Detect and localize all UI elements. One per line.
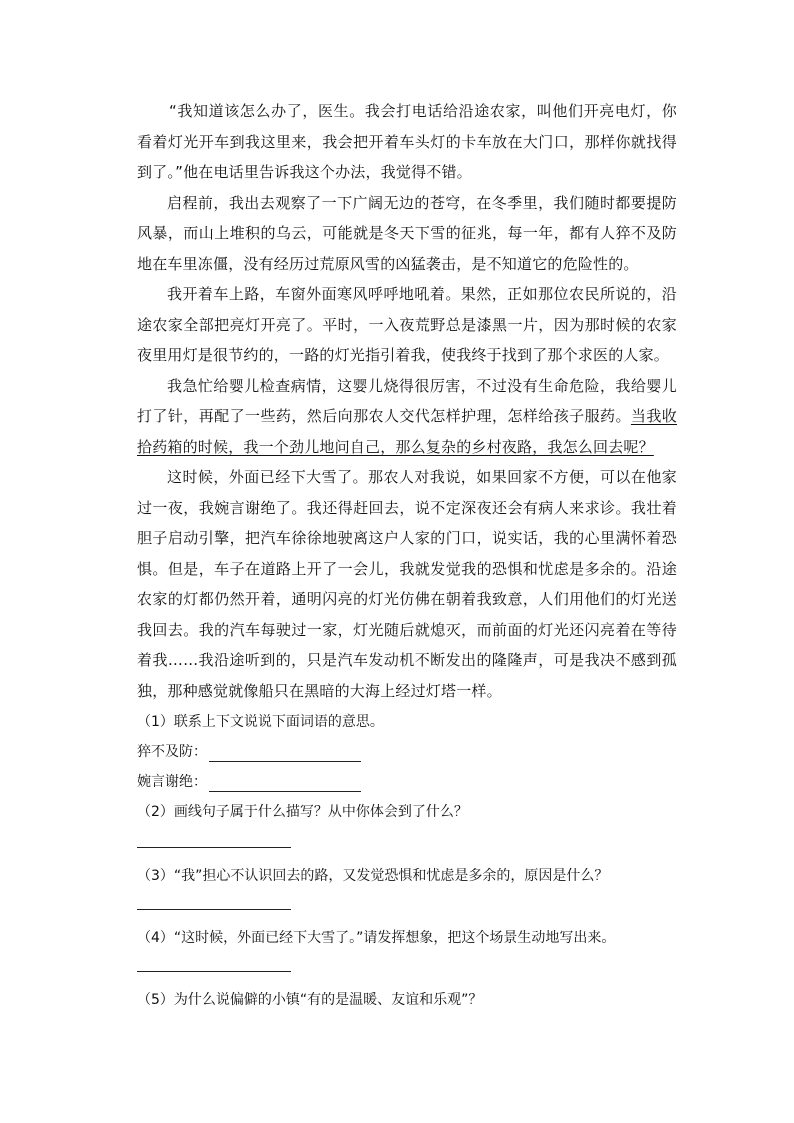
question-1-item-b-label: 婉言谢绝：: [137, 774, 207, 790]
answer-blank-1a[interactable]: [209, 747, 361, 762]
answer-blank-1b[interactable]: [209, 777, 361, 792]
passage-paragraph-3: 我开着车上路，车窗外面寒风呼呼地吼着。果然，正如那位农民所说的，沿途农家全部把亮灯开亮了。平时，一入夜荒野总是漆黑一片，因为那时候的农家夜里用灯是很节约的，一路的灯光指引着我，使我终于找到了那个求医的人家。: [137, 285, 677, 364]
question-4: （4）“这时候，外面已经下大雪了。”请发挥想象，把这个场景生动地写出来。: [137, 930, 616, 946]
passage-paragraph-5: 这时候，外面已经下大雪了。那农人对我说，如果回家不方便，可以在他家过一夜，我婉言谢绝了。我还得赶回去，说不定深夜还会有病人来求诊。我壮着胆子启动引擎，把汽车徐徐地驶离这户人家的门口，说实话，我的心里满怀着恐惧。但是，车子在道路上开了一会儿，我就发觉我的恐惧和忧虑是多余的。沿途农家的灯都仍然开着，通明闪亮的灯光仿佛在朝着我致意，人们用他们的灯光送我回去。我的汽车每驶过一家，灯光随后就熄灭，而前面的灯光还闪亮着在等待着我……我沿途听到的，只是汽车发动机不断发出的隆隆声，可是我决不感到孤独，那种感觉就像船只在黑暗的大海上经过灯塔一样。: [137, 468, 677, 700]
question-3: （3）“我”担心不认识回去的路，又发觉恐惧和忧虑是多余的，原因是什么？: [137, 868, 609, 884]
paragraph-4-text: 我急忙给婴儿检查病情，这婴儿烧得很厉害，不过没有生命危险，我给婴儿打了针，再配了一些药，然后向那农人交代怎样护理，怎样给孩子服药。: [137, 376, 677, 425]
passage-paragraph-1: “我知道该怎么办了，医生。我会打电话给沿途农家，叫他们开亮电灯，你看着灯光开车到我这里来，我会把开着车头灯的卡车放在大门口，那样你就找得到了。”他在电话里告诉我这个办法，我觉得不错。: [137, 102, 677, 181]
question-1: （1）联系上下文说说下面词语的意思。: [137, 714, 384, 730]
answer-line-3[interactable]: [137, 908, 291, 910]
answer-line-4[interactable]: [137, 970, 291, 972]
question-5: （5）为什么说偏僻的小镇“有的是温暖、友谊和乐观”？: [137, 992, 483, 1008]
question-1-item-a: [137, 742, 677, 762]
question-1-item-b: [137, 772, 677, 792]
passage-paragraph-4: [137, 371, 677, 463]
underlined-sentence: 当我收拾药箱的时候，我一个劲儿地问自己，那么复杂的乡村夜路，我怎么回去呢？: [137, 407, 677, 456]
question-2: （2）画线句子属于什么描写？从中你体会到了什么？: [137, 804, 468, 820]
passage-paragraph-2: 启程前，我出去观察了一下广阔无边的苍穹，在冬季里，我们随时都要提防风暴，而山上堆积的乌云，可能就是冬天下雪的征兆，每一年，都有人猝不及防地在车里冻僵，没有经历过荒原风雪的凶猛袭击，是不知道它的危险性的。: [137, 193, 677, 273]
answer-line-2[interactable]: [137, 846, 291, 848]
question-1-item-a-label: 猝不及防：: [137, 744, 207, 760]
document-page: [137, 96, 677, 1010]
